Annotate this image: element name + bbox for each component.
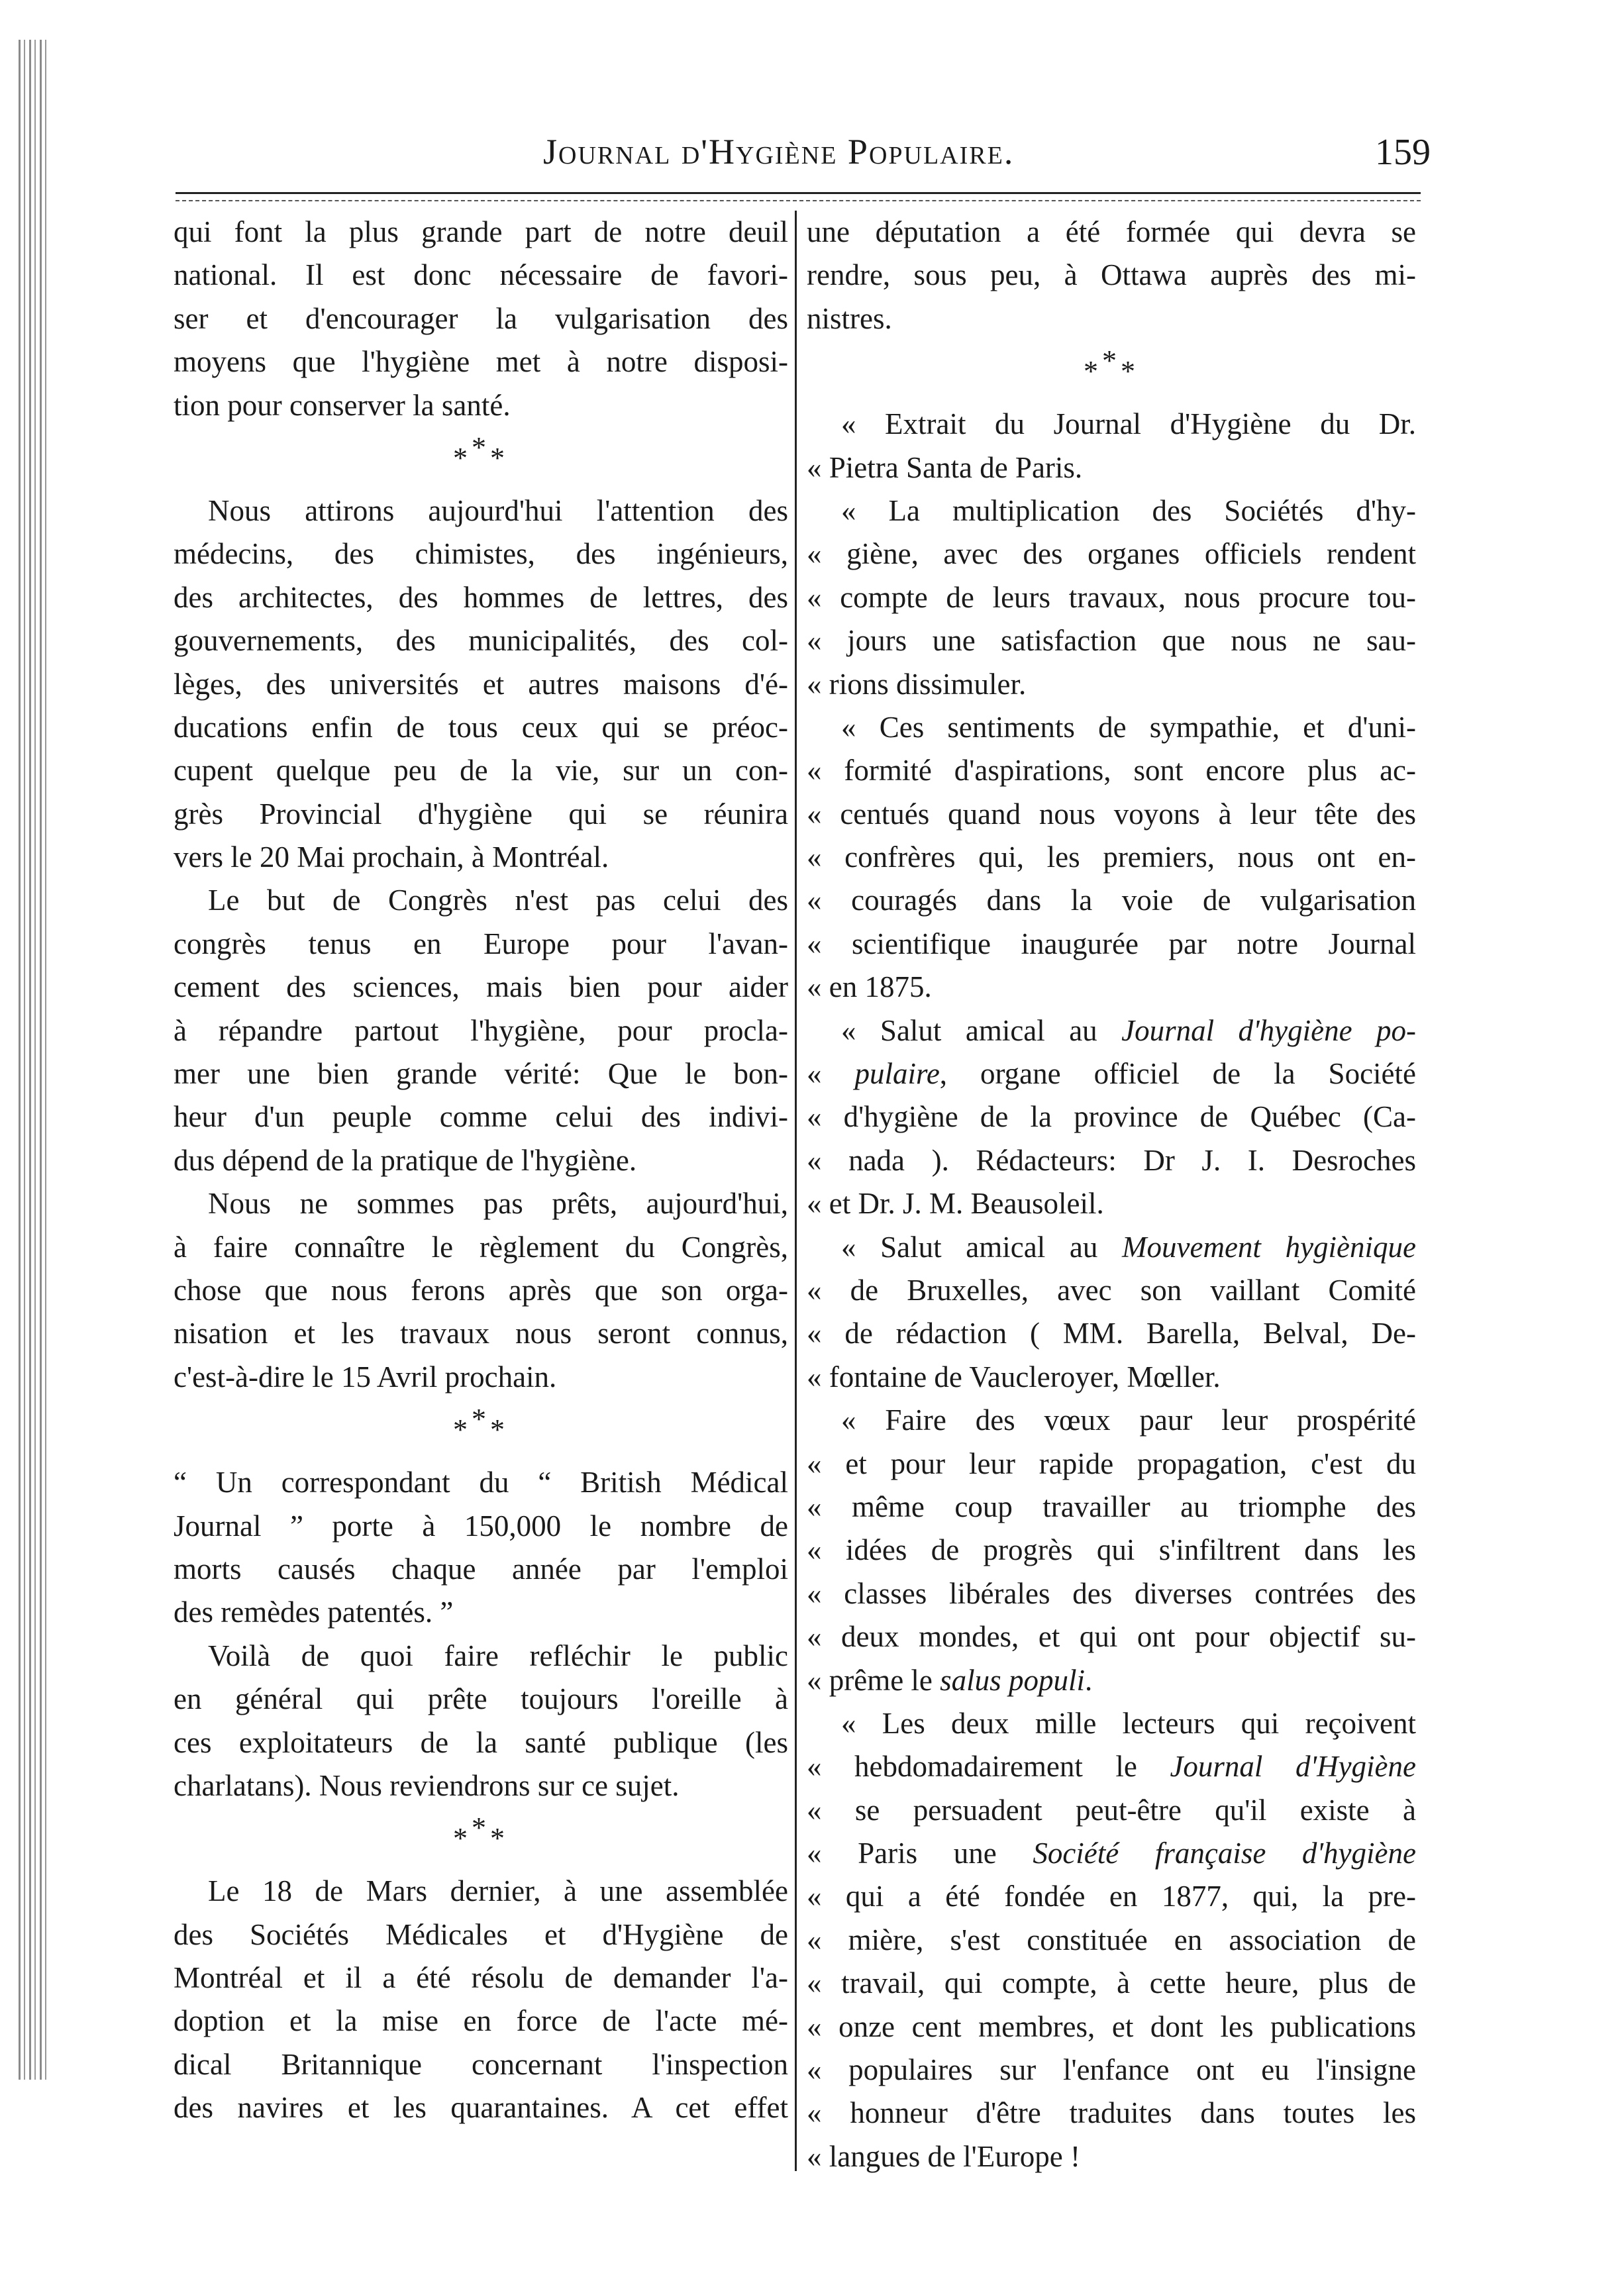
text-line: gouvernements, des municipalités, des col- [174,624,788,658]
text-line: « scientifique inaugurée par notre Journal [807,927,1416,960]
text-line: Nous ne sommes pas prêts, aujourd'hui, [208,1187,788,1221]
text-line: Montréal et il a été résolu de demander l'a- [174,1961,788,1995]
page-number: 159 [1375,132,1431,173]
text-line: « couragés dans la voie de vulgarisation [807,884,1416,917]
text-line: heur d'un peuple comme celui des indivi- [174,1100,788,1134]
right-column [807,211,1416,2178]
text-line: c'est-à-dire le 15 Avril prochain. [174,1360,557,1394]
binding-margin [19,40,50,2080]
text-line: « en 1875. [807,970,932,1004]
text-line: Le but de Congrès n'est pas celui des [208,884,788,917]
text-line: à répandre partout l'hygiène, pour procla- [174,1013,788,1047]
text-line: « d'hygiène de la province de Québec (Ca- [807,1100,1416,1134]
header-rule [176,192,1421,194]
running-title: Journal d'Hygiène Populaire. [543,132,1015,172]
text-line: mer une bien grande vérité: Que le bon- [174,1057,788,1091]
text-line: ducations enfin de tous ceux qui se préoc- [174,710,788,744]
text-line: des remèdes patentés. ” [174,1596,454,1629]
text-line: « rions dissimuler. [807,667,1027,701]
section-separator-asterism: *** [1084,344,1139,388]
text-line: nistres. [807,301,892,335]
text-line: « et pour leur rapide propagation, c'est du [807,1446,1416,1480]
text-line: « centués quand nous voyons à leur tête des [807,797,1416,831]
text-line: « hebdomadairement le Journal d'Hygiène [807,1750,1416,1784]
text-line: national. Il est donc nécessaire de favori- [174,258,788,292]
text-line: « honneur d'être traduites dans toutes les [807,2096,1416,2130]
text-line: qui font la plus grande part de notre deuil [174,215,788,248]
text-line: en général qui prête toujours l'oreille à [174,1682,788,1716]
text-line: « fontaine de Vaucleroyer, Mœller. [807,1360,1221,1394]
header-rule-dashed [176,200,1421,201]
text-line: tion pour conserver la santé. [174,388,511,422]
section-separator-asterism: *** [453,1403,509,1446]
text-line: « Pietra Santa de Paris. [807,450,1083,484]
text-line: « travail, qui compte, à cette heure, plus de [807,1966,1416,2000]
column-divider [795,211,797,2171]
text-line: cupent quelque peu de la vie, sur un con- [174,754,788,787]
text-line: morts causés chaque année par l'emploi [174,1552,788,1586]
text-line: médecins, des chimistes, des ingénieurs, [174,537,788,571]
text-line: dus dépend de la pratique de l'hygiène. [174,1143,637,1177]
text-line: « Paris une Société française d'hygiène [807,1837,1416,1870]
text-line: « La multiplication des Sociétés d'hy- [841,493,1416,527]
text-line: congrès tenus en Europe pour l'avan- [174,927,788,960]
text-line: charlatans). Nous reviendrons sur ce sujet. [174,1768,680,1802]
text-line: « classes libérales des diverses contrées des [807,1576,1416,1610]
text-line: « jours une satisfaction que nous ne sau- [807,624,1416,658]
text-line: « Salut amical au Journal d'hygiène po- [841,1013,1416,1047]
text-line: moyens que l'hygiène met à notre disposi- [174,345,788,379]
text-line: rendre, sous peu, à Ottawa auprès des mi- [807,258,1416,292]
left-column [174,211,788,2130]
text-line: Nous attirons aujourd'hui l'attention des [208,493,788,527]
text-line: « mière, s'est constituée en association de [807,1923,1416,1956]
text-line: nisation et les travaux nous seront connus, [174,1317,788,1350]
text-line: « de rédaction ( MM. Barella, Belval, De- [807,1317,1416,1350]
text-line: ser et d'encourager la vulgarisation des [174,301,788,335]
text-line: « qui a été fondée en 1877, qui, la pre- [807,1880,1416,1913]
text-line: Journal ” porte à 150,000 le nombre de [174,1509,788,1543]
text-line: vers le 20 Mai prochain, à Montréal. [174,840,609,874]
text-line: à faire connaître le règlement du Congrès, [174,1230,788,1264]
text-line: Le 18 de Mars dernier, à une assemblée [208,1874,788,1908]
text-line: « populaires sur l'enfance ont eu l'insigne [807,2053,1416,2087]
text-line: une députation a été formée qui devra se [807,215,1416,248]
text-line: « et Dr. J. M. Beausoleil. [807,1187,1104,1221]
text-line: « giène, avec des organes officiels rendent [807,537,1416,571]
text-line: « se persuadent peut-être qu'il existe à [807,1793,1416,1827]
text-line: doption et la mise en force de l'acte mé- [174,2004,788,2038]
text-line: grès Provincial d'hygiène qui se réunira [174,797,788,831]
text-line: « même coup travailler au triomphe des [807,1490,1416,1523]
text-line: « Les deux mille lecteurs qui reçoivent [841,1706,1416,1740]
text-line: Voilà de quoi faire refléchir le public [208,1639,788,1672]
running-head [159,126,1510,185]
text-line: des architectes, des hommes de lettres, des [174,580,788,614]
text-line: chose que nous ferons après que son orga- [174,1273,788,1307]
text-line: « compte de leurs travaux, nous procure tou- [807,580,1416,614]
text-line: « confrères qui, les premiers, nous ont en- [807,840,1416,874]
text-line: « Faire des vœux paur leur prospérité [841,1403,1416,1437]
text-line: des navires et les quarantaines. A cet effet [174,2091,788,2125]
text-line: lèges, des universités et autres maisons d'é- [174,667,788,701]
text-line: « prême le salus populi. [807,1663,1093,1697]
section-separator-asterism: *** [453,1811,509,1855]
text-line: « formité d'aspirations, sont encore plus ac- [807,754,1416,787]
text-line: cement des sciences, mais bien pour aider [174,970,788,1004]
text-line: « Salut amical au Mouvement hygiènique [841,1230,1416,1264]
section-separator-asterism: *** [453,431,509,474]
text-line: « pulaire, organe officiel de la Société [807,1057,1416,1091]
text-line: des Sociétés Médicales et d'Hygiène de [174,1917,788,1951]
text-line: « onze cent membres, et dont les publications [807,2009,1416,2043]
text-line: “ Un correspondant du “ British Médical [174,1466,788,1499]
text-line: dical Britannique concernant l'inspection [174,2047,788,2081]
text-line: ces exploitateurs de la santé publique (les [174,1725,788,1759]
text-line: « de Bruxelles, avec son vaillant Comité [807,1273,1416,1307]
text-line: « deux mondes, et qui ont pour objectif su- [807,1620,1416,1654]
text-line: « Extrait du Journal d'Hygiène du Dr. [841,407,1416,441]
text-line: « nada ). Rédacteurs: Dr J. I. Desroches [807,1143,1416,1177]
text-line: « idées de progrès qui s'infiltrent dans les [807,1533,1416,1567]
text-line: « Ces sentiments de sympathie, et d'uni- [841,710,1416,744]
text-line: « langues de l'Europe ! [807,2139,1080,2173]
